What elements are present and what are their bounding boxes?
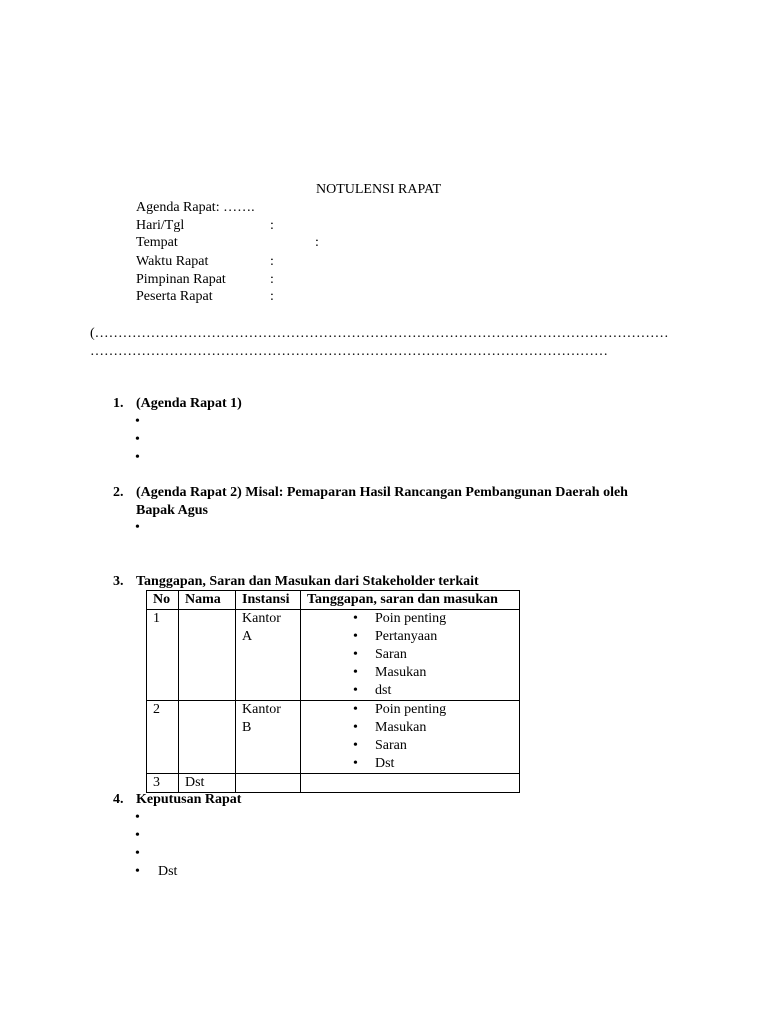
header-instansi: Instansi <box>236 591 301 610</box>
list-item: • Saran <box>375 646 513 664</box>
tempat-label: Tempat <box>136 235 178 250</box>
pimpinan-colon: : <box>270 272 274 287</box>
row-3-nama: Dst <box>179 774 236 793</box>
section-2-title-line2: Bapak Agus <box>136 503 208 518</box>
list-item: • Masukan <box>375 664 513 682</box>
hari-label: Hari/Tgl <box>136 218 185 233</box>
section-2-title-line1: (Agenda Rapat 2) Misal: Pemaparan Hasil Rancangan Pembangunan Daerah oleh <box>136 485 628 500</box>
row-3-tanggapan <box>301 774 520 793</box>
hari-colon: : <box>270 218 274 233</box>
agenda-field: Agenda Rapat: ……. <box>136 200 255 215</box>
tempat-colon: : <box>315 235 319 250</box>
row-2-items <box>347 701 513 773</box>
row-3-no: 3 <box>147 774 179 793</box>
list-item: • Pertanyaan <box>375 628 513 646</box>
pimpinan-label: Pimpinan Rapat <box>136 272 226 287</box>
list-item: • Dst <box>375 755 513 773</box>
summary-dots-line1: (…………………………………………………………………………………………………………… <box>90 326 669 341</box>
row-3-instansi <box>236 774 301 793</box>
row-1-nama <box>179 610 236 701</box>
peserta-label: Peserta Rapat <box>136 289 213 304</box>
list-item: • dst <box>375 682 513 700</box>
header-no: No <box>147 591 179 610</box>
row-1-tanggapan <box>301 610 520 701</box>
bullet-icon <box>135 413 140 431</box>
bullet-icon <box>135 431 140 449</box>
row-1-instansi <box>236 610 301 701</box>
section-1-number: 1. <box>113 396 124 411</box>
bullet-icon <box>135 827 140 845</box>
row-2-instansi-line2: B <box>242 720 252 735</box>
waktu-colon: : <box>270 254 274 269</box>
header-nama: Nama <box>179 591 236 610</box>
section-1-title: (Agenda Rapat 1) <box>136 396 242 411</box>
section-4-title: Keputusan Rapat <box>136 792 242 807</box>
row-1-items <box>347 610 513 700</box>
table-row <box>147 701 520 774</box>
row-2-nama <box>179 701 236 774</box>
list-item: • Masukan <box>375 719 513 737</box>
header-tanggapan: Tanggapan, saran dan masukan <box>301 591 520 610</box>
table-row <box>147 774 520 793</box>
row-1-instansi-line1: Kantor <box>242 611 281 626</box>
page-title: NOTULENSI RAPAT <box>316 182 442 197</box>
section-4-number: 4. <box>113 792 124 807</box>
section-2-number: 2. <box>113 485 124 500</box>
bullet-icon <box>135 863 140 881</box>
table-row <box>147 610 520 701</box>
row-2-instansi <box>236 701 301 774</box>
row-2-instansi-line1: Kantor <box>242 702 281 717</box>
list-item: • Saran <box>375 737 513 755</box>
row-1-no: 1 <box>147 610 179 701</box>
bullet-icon <box>135 449 140 467</box>
list-item: • Poin penting <box>375 701 513 719</box>
bullet-icon <box>135 809 140 827</box>
row-1-instansi-line2: A <box>242 629 253 644</box>
section-3-number: 3. <box>113 574 124 589</box>
row-2-no: 2 <box>147 701 179 774</box>
bullet-icon <box>135 845 140 863</box>
summary-dots-line2: ………………………………………………………………………………………………… <box>90 344 608 359</box>
bullet-icon <box>135 519 140 537</box>
row-2-tanggapan <box>301 701 520 774</box>
waktu-label: Waktu Rapat <box>136 254 209 269</box>
list-item: • Poin penting <box>375 610 513 628</box>
table-header-row <box>147 591 520 610</box>
response-table <box>146 590 520 793</box>
peserta-colon: : <box>270 289 274 304</box>
section-4-last-item: Dst <box>158 864 178 879</box>
section-3-title: Tanggapan, Saran dan Masukan dari Stakeholder terkait <box>136 574 479 589</box>
